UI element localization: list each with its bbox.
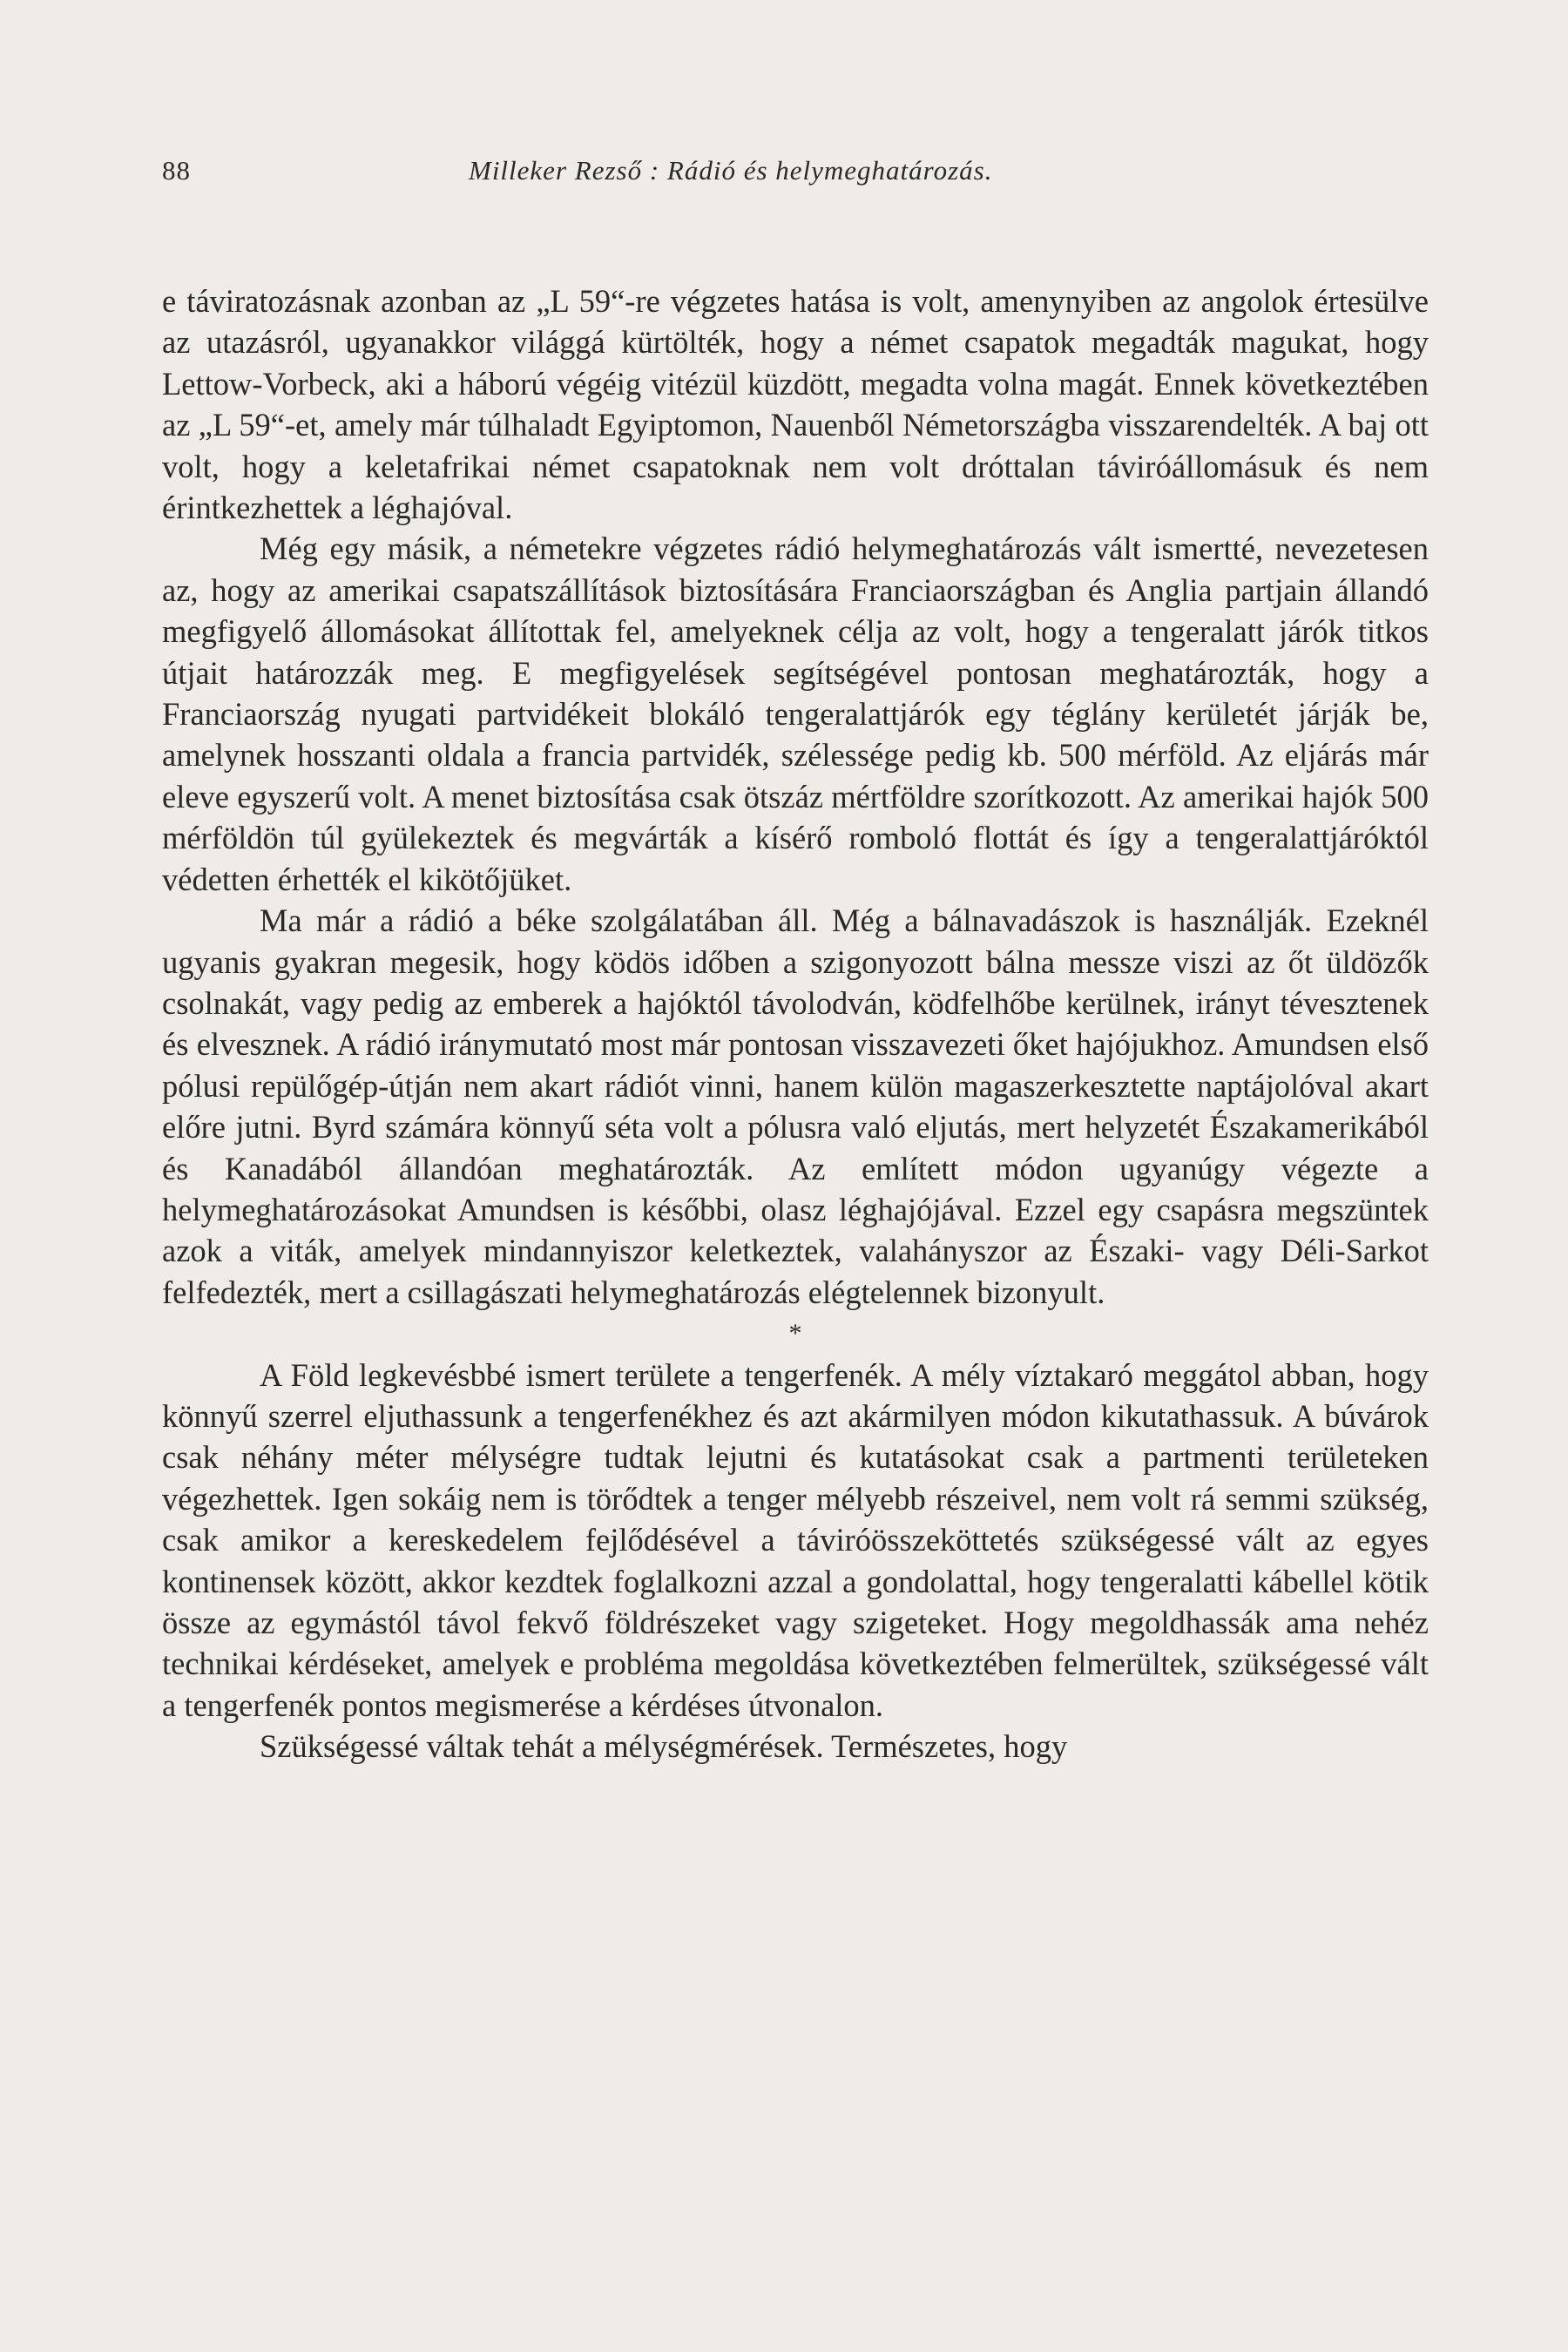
paragraph-depth-measurements: Szükségessé váltak tehát a mélységmérések. Természetes, hogy [260, 1728, 1068, 1765]
body-text [162, 280, 1429, 1767]
section-separator-asterisk: * [788, 1319, 802, 1348]
paragraph-radio-in-peace: Ma már a rádió a béke szolgálatában áll. Még a bálnavadászok is használják. Ezeknél ugyanis gyakran megesik, hogy ködös időben a szigonyozott bálna messze viszi az őt üldözők csolnakát, vagy pedig az emberek a hajóktól távolodván, ködfelhőbe kerülnek, irányt tévesztenek és elvesznek. A rádió iránymutató most már pontosan visszavezeti őket hajójukhoz. Amundsen első pólusi repülőgép-útján nem akart rádiót vinni, hanem külön magaszerkesztette naptájolóval akart előre jutni. Byrd számára könnyű séta volt a pólusra való eljutás, mert helyzetét Északamerikából és Kanadából állandóan meghatározták. Az említett módon ugyanúgy végezte a helymeghatározásokat Amundsen is későbbi, olasz léghajójával. Ezzel egy csapásra megszüntek azok a viták, amelyek mindannyiszor keletkeztek, valahányszor az Északi- vagy Déli-Sarkot felfedezték, mert a csillagászati helymeghatározás elégtelennek bizonyult. [162, 902, 1429, 1310]
page-header [162, 155, 1425, 199]
paragraph-sea-floor: A Föld legkevésbbé ismert területe a tengerfenék. A mély víztakaró meggátol abban, hogy könnyű szerrel eljuthassunk a tengerfenékhez és azt akármilyen módon kikutathassuk. A búvárok csak néhány méter mélységre tudtak lejutni és kutatásokat csak a partmenti területeken végezhettek. Igen sokáig nem is törődtek a tenger mélyebb részeivel, nem volt rá semmi szükség, csak amikor a kereskedelem fejlődésével a táviróösszeköttetés szükségessé vált az egyes kontinensek között, akkor kezdtek foglalkozni azzal a gondolattal, hogy tengeralatti kábellel kötik össze az egymástól távol fekvő földrészeket vagy szigeteket. Hogy megoldhassák ama nehéz technikai kérdéseket, amelyek e probléma megoldása következtében felmerültek, szükségessé vált a tengerfenék pontos megismerése a kérdéses útvonalon. [162, 1356, 1429, 1723]
paragraph-submarine-location: Még egy másik, a németekre végzetes rádió helymeghatározás vált ismertté, nevezetesen az, hogy az amerikai csapatszállítások biztosítására Franciaországban és Anglia partjain állandó megfigyelő állomásokat állítottak fel, amelyeknek célja az volt, hogy a tengeralatt járók titkos útjait határozzák meg. E megfigyelések segítségével pontosan meghatározták, hogy a Franciaország nyugati partvidékeit blokáló tengeralattjárók egy téglány kerületét járják be, amelynek hosszanti oldala a francia partvidék, szélessége pedig kb. 500 mérföld. Az eljárás már eleve egyszerű volt. A menet biztosítása csak ötszáz mértföldre szorítkozott. Az amerikai hajók 500 mérföldön túl gyülekeztek és megvárták a kísérő romboló flottát és így a tengeralattjáróktól védetten érhették el kikötőjüket. [162, 531, 1429, 897]
running-title: Milleker Rezső : Rádió és helymeghatározás. [469, 155, 993, 186]
paragraph-zeppelin-l59: e táviratozásnak azonban az „L 59“-re végzetes hatása is volt, amenynyiben az angolok értesülve az utazásról, ugyanakkor világgá kürtölték, hogy a német csapatok megadták magukat, hogy Lettow-Vorbeck, aki a háború végéig vitézül küzdött, megadta volna magát. Ennek következtében az „L 59“-et, amely már túlhaladt Egyiptomon, Nauenből Németországba visszarendelték. A baj ott volt, hogy a keletafrikai német csapatoknak nem volt dróttalan táviróállomásuk és nem érintkezhettek a léghajóval. [162, 283, 1429, 526]
page-number: 88 [162, 155, 191, 186]
